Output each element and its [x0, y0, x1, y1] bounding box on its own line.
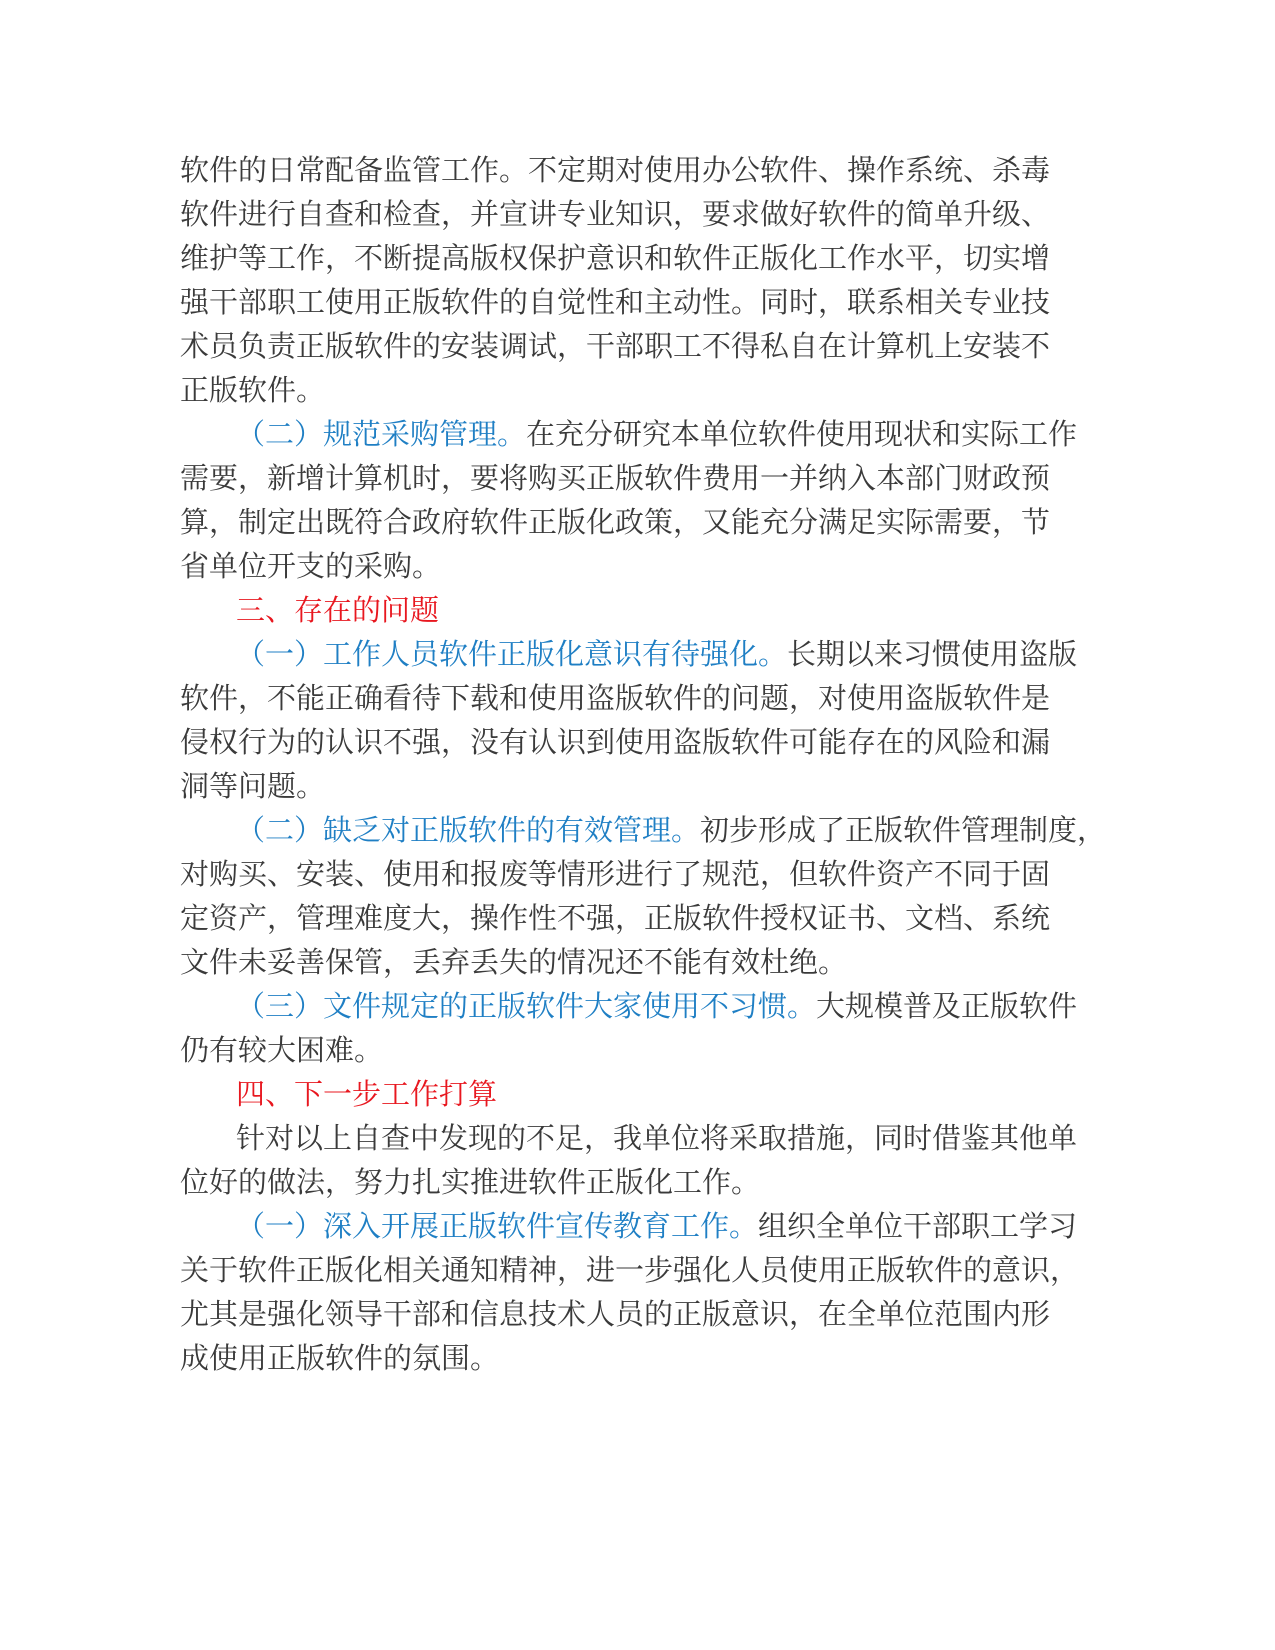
text-line: 侵权行为的认识不强，没有认识到使用盗版软件可能存在的风险和漏 — [180, 725, 1051, 759]
text-line: 定资产，管理难度大，操作性不强，正版软件授权证书、文档、系统 — [180, 901, 1051, 935]
text-run: 组织全单位干部职工学习 — [758, 1209, 1078, 1243]
text-line: 洞等问题。 — [180, 769, 326, 803]
text-line — [180, 984, 1078, 1028]
text-line: 仍有较大困难。 — [180, 1033, 384, 1067]
text-line: 文件未妥善保管，丢弃丢失的情况还不能有效杜绝。 — [180, 945, 848, 979]
text-run: 长期以来习惯使用盗版 — [787, 637, 1078, 671]
text-line: 成使用正版软件的氛围。 — [180, 1341, 500, 1375]
section-title: 三、存在的问题 — [236, 593, 440, 627]
text-line: 位好的做法，努力扎实推进软件正版化工作。 — [180, 1165, 761, 1199]
body-paragraph — [180, 984, 1078, 1072]
subheading: （一）深入开展正版软件宣传教育工作。 — [236, 1209, 759, 1243]
body-paragraph — [180, 632, 1078, 808]
body-paragraph — [180, 1116, 1078, 1204]
section-title: 四、下一步工作打算 — [236, 1077, 498, 1111]
body-paragraph — [180, 412, 1078, 588]
text-line: 正版软件。 — [180, 373, 326, 407]
section-title-paragraph — [180, 1072, 1060, 1116]
text-line: 维护等工作，不断提高版权保护意识和软件正版化工作水平，切实增 — [180, 241, 1051, 275]
text-line: 软件的日常配备监管工作。不定期对使用办公软件、操作系统、杀毒 — [180, 153, 1051, 187]
section-title-paragraph — [180, 588, 1060, 632]
text-line — [180, 632, 1078, 676]
body-paragraph — [180, 808, 1107, 984]
subheading: （二）缺乏对正版软件的有效管理。 — [236, 813, 701, 847]
body-paragraph — [180, 1204, 1080, 1380]
text-line: 算，制定出既符合政府软件正版化政策，又能充分满足实际需要，节 — [180, 505, 1051, 539]
text-line — [180, 1204, 1078, 1248]
text-run: 大规模普及正版软件 — [816, 989, 1078, 1023]
text-line: 软件，不能正确看待下载和使用盗版软件的问题，对使用盗版软件是 — [180, 681, 1051, 715]
document-page — [180, 148, 1107, 1380]
text-run: 初步形成了正版软件管理制度， — [700, 813, 1107, 847]
text-line: 对购买、安装、使用和报废等情形进行了规范，但软件资产不同于固 — [180, 857, 1051, 891]
text-line: 需要，新增计算机时，要将购买正版软件费用一并纳入本部门财政预 — [180, 461, 1051, 495]
text-line: 省单位开支的采购。 — [180, 549, 442, 583]
subheading: （一）工作人员软件正版化意识有待强化。 — [236, 637, 788, 671]
text-line — [180, 808, 1107, 852]
text-line: 强干部职工使用正版软件的自觉性和主动性。同时，联系相关专业技 — [180, 285, 1051, 319]
body-paragraph — [180, 148, 1060, 412]
text-line: 尤其是强化领导干部和信息技术人员的正版意识，在全单位范围内形 — [180, 1297, 1051, 1331]
text-line: 术员负责正版软件的安装调试，干部职工不得私自在计算机上安装不 — [180, 329, 1051, 363]
text-line: 软件进行自查和检查，并宣讲专业知识，要求做好软件的简单升级、 — [180, 197, 1051, 231]
text-run: 在充分研究本单位软件使用现状和实际工作 — [526, 417, 1078, 451]
text-line: 针对以上自查中发现的不足，我单位将采取措施，同时借鉴其他单 — [236, 1121, 1078, 1155]
subheading: （三）文件规定的正版软件大家使用不习惯。 — [236, 989, 817, 1023]
text-line: 关于软件正版化相关通知精神，进一步强化人员使用正版软件的意识， — [180, 1253, 1080, 1287]
subheading: （二）规范采购管理。 — [236, 417, 527, 451]
text-line — [180, 412, 1078, 456]
